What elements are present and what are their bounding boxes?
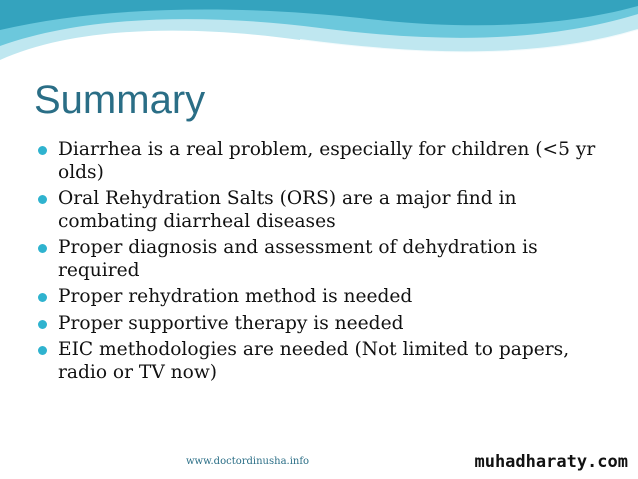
watermark-logo: muhadharaty.com: [470, 451, 632, 473]
bullet-dot-icon: [38, 293, 47, 302]
bullet-dot-icon: [38, 346, 47, 355]
bullet-text: Proper supportive therapy is needed: [58, 312, 404, 334]
bullet-text: EIC methodologies are needed (Not limited to papers, radio or TV now): [58, 339, 570, 383]
source-link[interactable]: www.doctordinusha.info: [186, 456, 310, 467]
bullet-item: [38, 237, 598, 282]
bullet-dot-icon: [38, 244, 47, 253]
bullet-item: [38, 313, 598, 336]
bullet-item: [38, 339, 598, 384]
bullet-text: Oral Rehydration Salts (ORS) are a major find in combating diarrheal diseases: [58, 188, 517, 232]
bullet-text: Proper diagnosis and assessment of dehydration is required: [58, 237, 538, 281]
bullet-dot-icon: [38, 146, 47, 155]
slide-title: Summary: [34, 78, 206, 122]
bullet-item: [38, 188, 598, 233]
header-wave-decoration: [0, 0, 638, 80]
bullet-item: [38, 139, 598, 184]
bullet-text: Proper rehydration method is needed: [58, 286, 413, 307]
bullet-dot-icon: [38, 320, 47, 329]
bullet-item: [38, 286, 598, 309]
bullet-dot-icon: [38, 195, 47, 204]
bullet-list: [38, 139, 598, 388]
bullet-text: Diarrhea is a real problem, especially for children (<5 yr olds): [58, 139, 596, 183]
